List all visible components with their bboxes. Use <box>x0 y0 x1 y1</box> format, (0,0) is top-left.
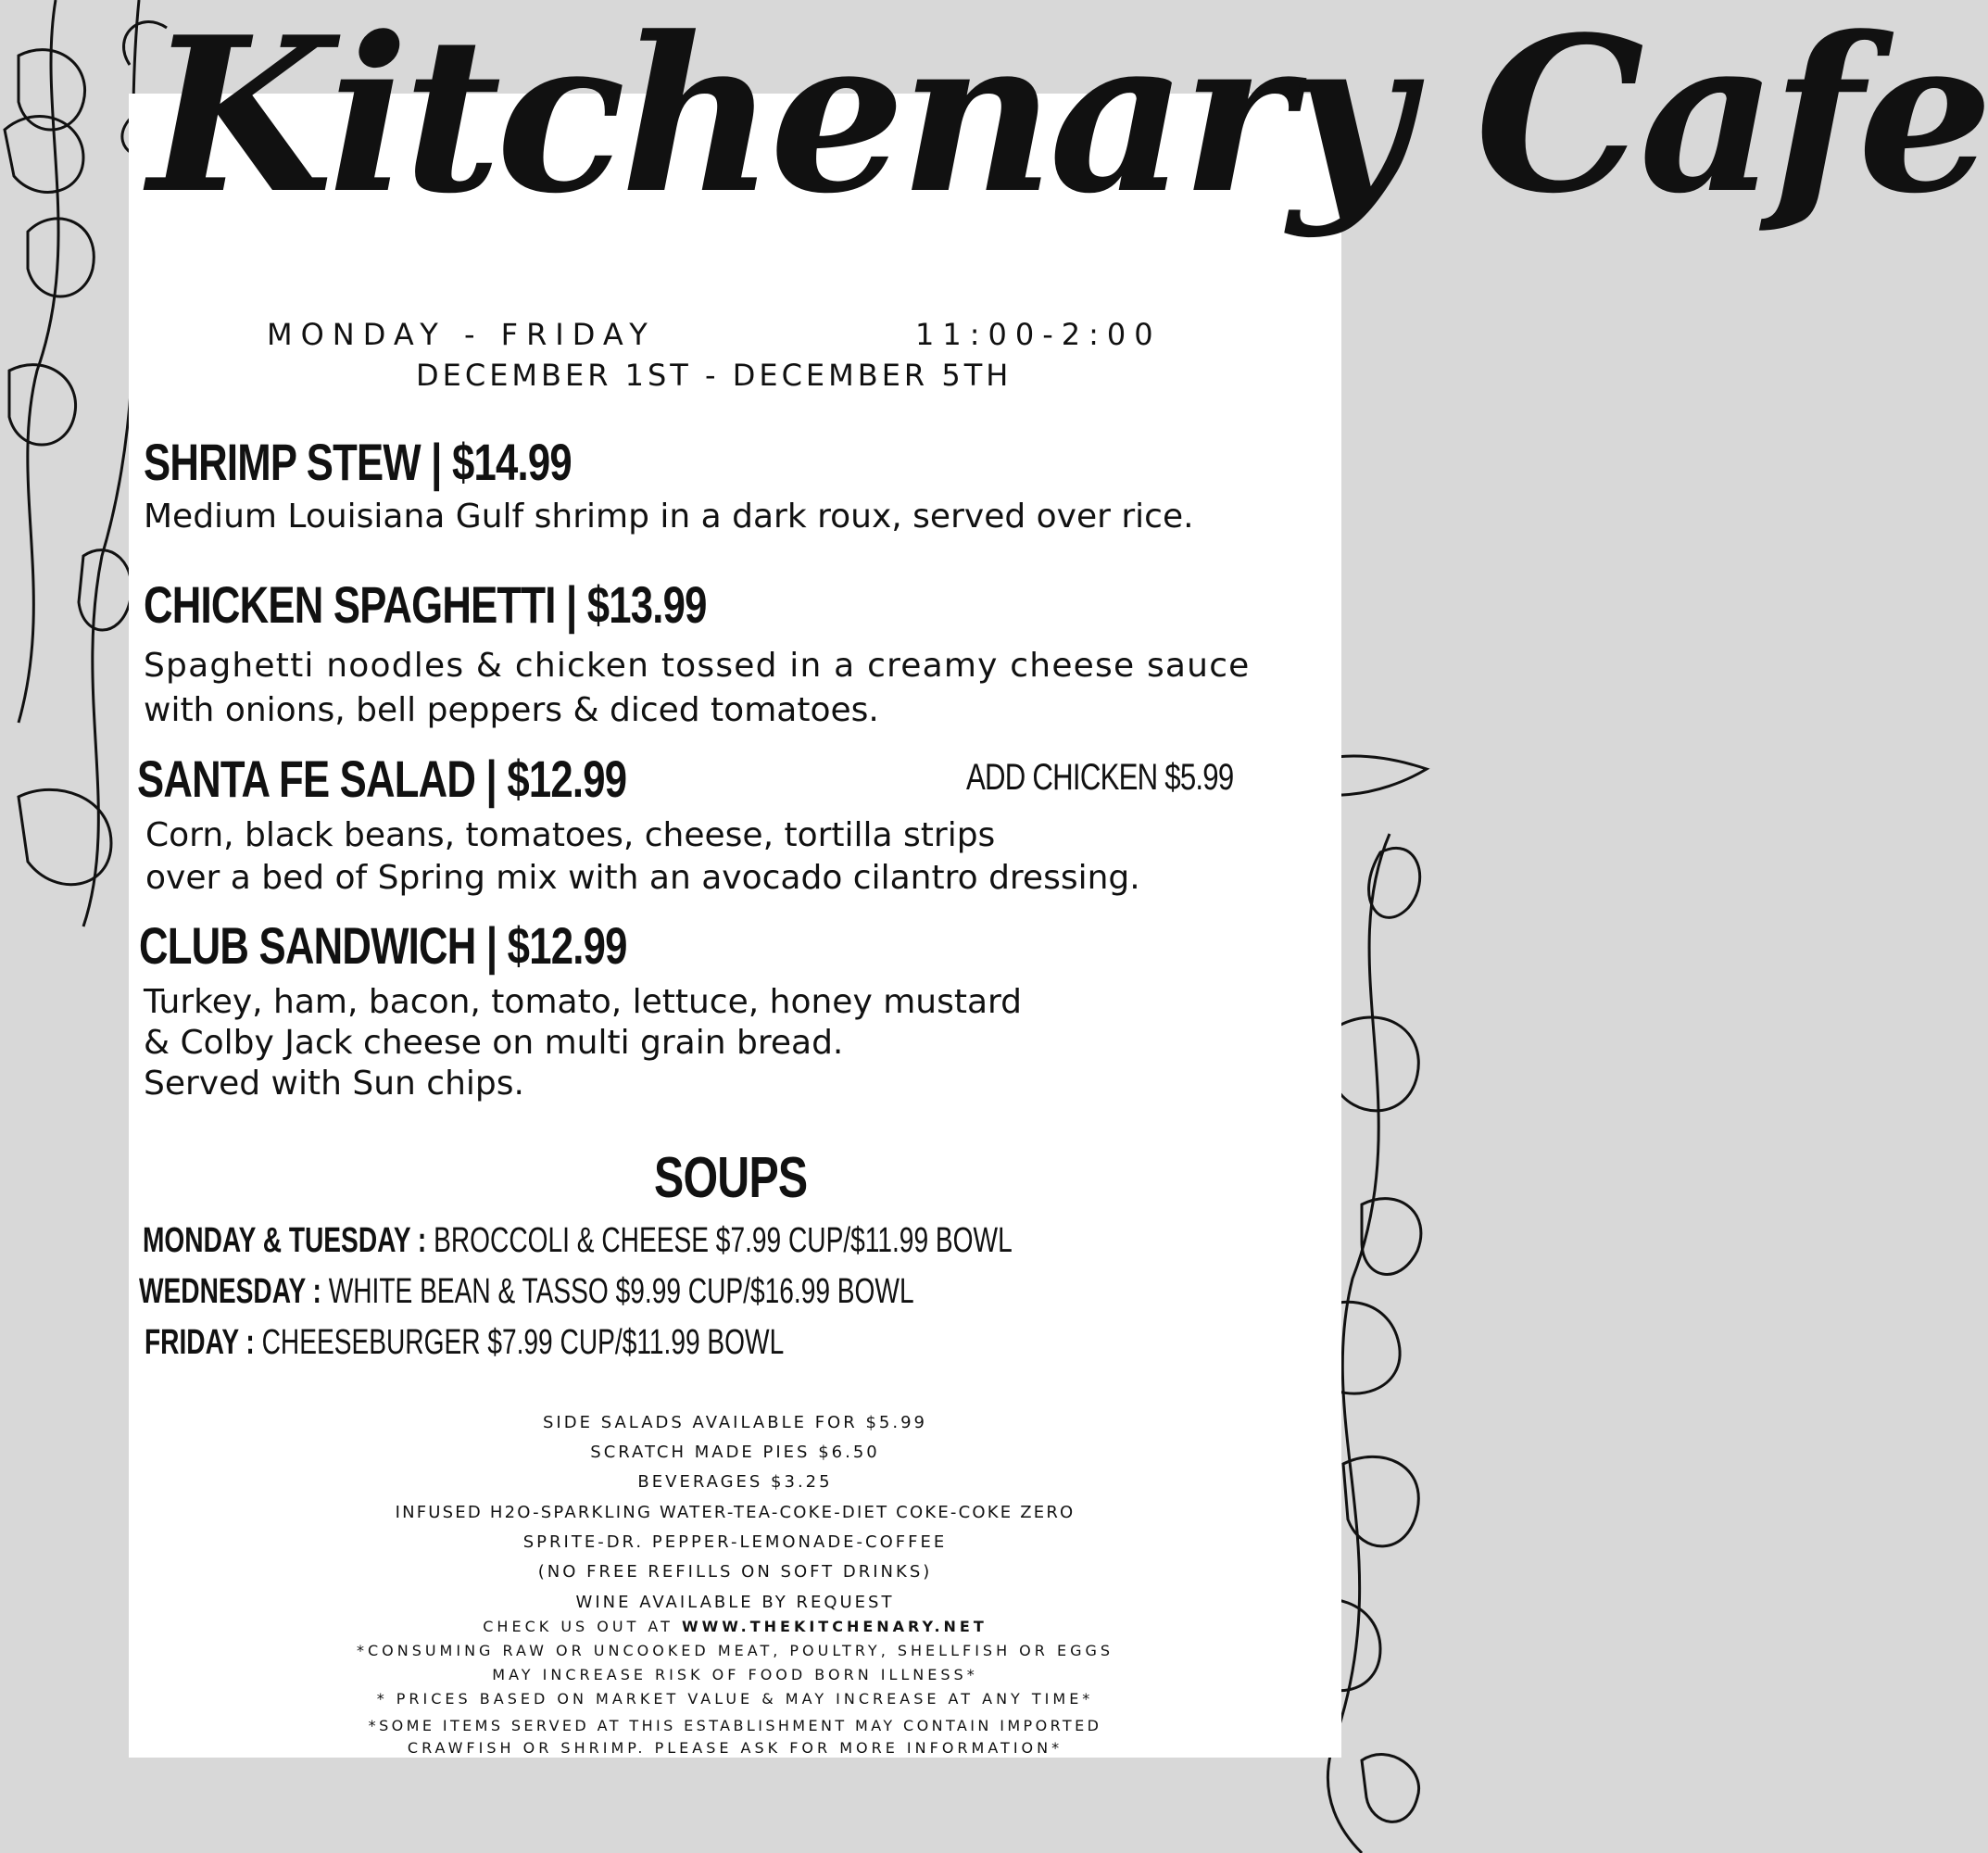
disclaimer-line: *CONSUMING RAW OR UNCOOKED MEAT, POULTRY, SHELLFISH OR EGGS <box>356 1642 1114 1659</box>
extras-line: SPRITE-DR. PEPPER-LEMONADE-COFFEE <box>522 1532 948 1552</box>
soup-day: MONDAY & TUESDAY : <box>143 1221 427 1260</box>
soup-detail: BROCCOLI & CHEESE $7.99 CUP/$11.99 BOWL <box>434 1221 1013 1260</box>
soup-detail: CHEESEBURGER $7.99 CUP/$11.99 BOWL <box>261 1323 785 1362</box>
menu-item-description: Corn, black beans, tomatoes, cheese, tortilla strips <box>145 816 996 854</box>
website-line <box>129 1618 1341 1635</box>
menu-item-title: SHRIMP STEW | $14.99 <box>144 433 572 491</box>
soup-row <box>139 1272 914 1312</box>
soup-day: FRIDAY : <box>145 1323 255 1362</box>
menu-item-title: CLUB SANDWICH | $12.99 <box>139 916 627 975</box>
menu-item-title: SANTA FE SALAD | $12.99 <box>137 750 627 808</box>
page-title: Kitchenary Cafe <box>148 0 1988 241</box>
extras-line: INFUSED H2O-SPARKLING WATER-TEA-COKE-DIET COKE-COKE ZERO <box>395 1503 1076 1522</box>
soup-row <box>143 1221 1013 1261</box>
website-prefix: CHECK US OUT AT <box>483 1618 682 1635</box>
menu-item-description: Spaghetti noodles & chicken tossed in a creamy cheese sauce <box>144 647 1251 685</box>
soups-heading: SOUPS <box>654 1146 808 1210</box>
extras-line: SIDE SALADS AVAILABLE FOR $5.99 <box>543 1413 927 1432</box>
disclaimer-line: * PRICES BASED ON MARKET VALUE & MAY INCREASE AT ANY TIME* <box>376 1690 1094 1708</box>
menu-item-title: CHICKEN SPAGHETTI | $13.99 <box>144 575 707 634</box>
service-days: MONDAY - FRIDAY <box>267 317 656 352</box>
extras-line: (NO FREE REFILLS ON SOFT DRINKS) <box>537 1562 933 1582</box>
disclaimer-line: CRAWFISH OR SHRIMP. PLEASE ASK FOR MORE INFORMATION* <box>407 1739 1063 1757</box>
menu-item-description: & Colby Jack cheese on multi grain bread. <box>144 1024 844 1062</box>
soup-row <box>145 1323 784 1363</box>
menu-item-description: Medium Louisiana Gulf shrimp in a dark roux, served over rice. <box>144 498 1194 536</box>
extras-line: WINE AVAILABLE BY REQUEST <box>575 1593 895 1612</box>
service-dates: DECEMBER 1ST - DECEMBER 5TH <box>416 358 1013 393</box>
menu-item-description: Turkey, ham, bacon, tomato, lettuce, honey mustard <box>144 983 1023 1021</box>
extras-line: BEVERAGES $3.25 <box>637 1472 833 1492</box>
menu-item-addon: ADD CHICKEN $5.99 <box>966 757 1234 798</box>
disclaimer-line: MAY INCREASE RISK OF FOOD BORN ILLNESS* <box>492 1666 978 1683</box>
menu-item-description: Served with Sun chips. <box>144 1065 524 1103</box>
extras-line: SCRATCH MADE PIES $6.50 <box>590 1443 880 1462</box>
soup-detail: WHITE BEAN & TASSO $9.99 CUP/$16.99 BOWL <box>328 1272 914 1311</box>
menu-item-description: with onions, bell peppers & diced tomatoes. <box>144 691 879 729</box>
website-link[interactable]: WWW.THEKITCHENARY.NET <box>682 1618 988 1635</box>
disclaimer-line: *SOME ITEMS SERVED AT THIS ESTABLISHMENT MAY CONTAIN IMPORTED <box>368 1717 1102 1734</box>
service-hours: 11:00-2:00 <box>915 317 1162 352</box>
menu-item-description: over a bed of Spring mix with an avocado cilantro dressing. <box>145 859 1140 897</box>
soup-day: WEDNESDAY : <box>139 1272 321 1311</box>
